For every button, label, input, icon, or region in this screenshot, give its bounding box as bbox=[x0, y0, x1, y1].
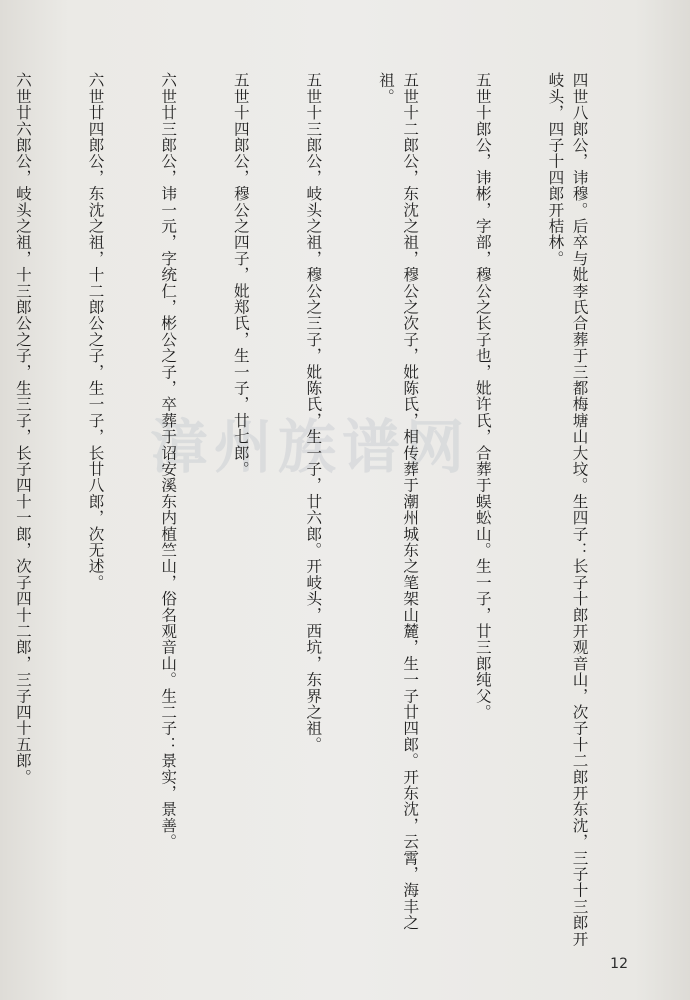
paragraph: 四世八郎公，讳穆。后卒与妣李氏合葬于三都梅塘山大坟。生四子：长子十郎开观音山，次子十二郎开东沈，三子十三郎开岐头，四子十四郎开桔林。 bbox=[546, 72, 589, 947]
watermark: 漳州族谱网 bbox=[150, 413, 471, 481]
paragraph: 五世十四郎公，穆公之四子，妣郑氏，生一子，廿七郎。 bbox=[231, 72, 250, 477]
paragraph: 五世十郎公，讳彬，字部，穆公之长子也，妣许氏，合葬于蜈蚣山。生一子，廿三郎纯父。 bbox=[473, 72, 492, 720]
paragraph: 六世廿六郎公，岐头之祖，十三郎公之子，生三子，长子四十一郎，次子四十二郎，三子四十五郎。 bbox=[13, 72, 32, 785]
paragraph: 六世廿四郎公，东沈之祖，十二郎公之子，生一子，长廿八郎，次无述。 bbox=[86, 72, 105, 591]
page-number: 12 bbox=[610, 956, 628, 972]
paragraph: 五世十二郎公，东沈之祖，穆公之次子，妣陈氏，相传葬于潮州城东之笔架山麓，生一子廿四郎。开东沈，云霄，海丰之祖。 bbox=[376, 72, 420, 931]
genealogy-text-block bbox=[13, 72, 640, 962]
paragraph: 六世廿三郎公，讳一元，字统仁，彬公之子，卒葬于诏安溪东内植竺山，俗名观音山。生二子：景实，景善。 bbox=[159, 72, 178, 850]
paragraph: 五世十三郎公，岐头之祖，穆公之三子，妣陈氏，生一子，廿六郎。开岐头，西坑，东界之祖。 bbox=[304, 72, 323, 753]
